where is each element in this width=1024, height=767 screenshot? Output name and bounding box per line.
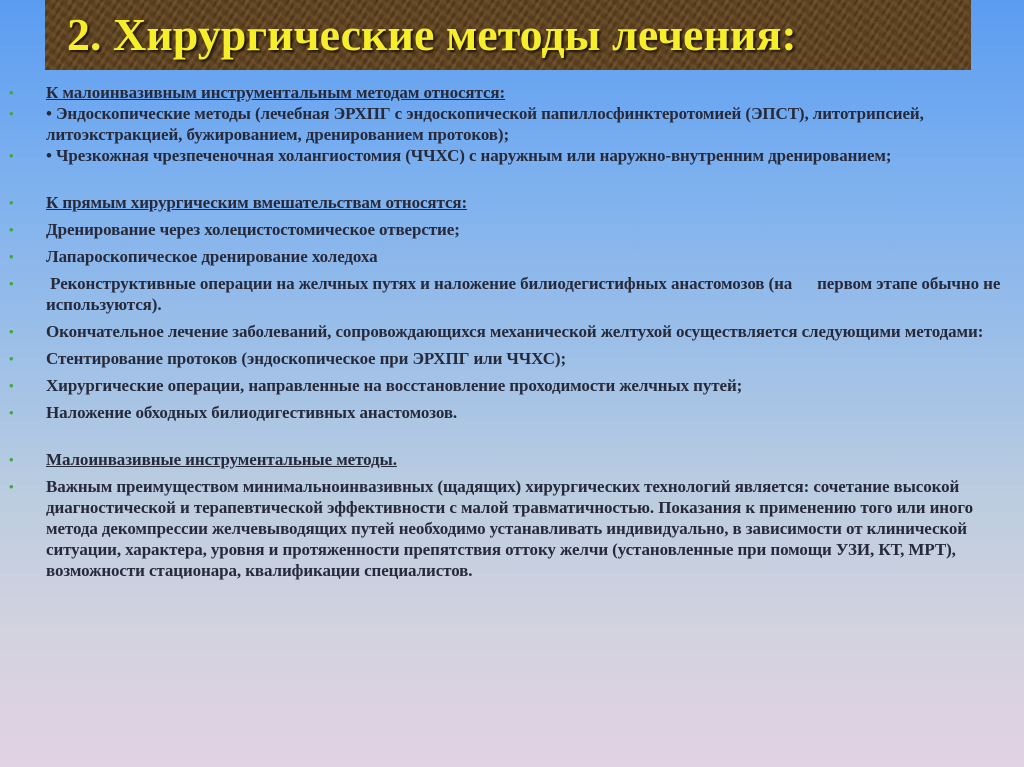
- bullet-icon: •: [9, 249, 14, 264]
- bullet-icon: •: [9, 195, 14, 210]
- list-item-final-treatment: [9, 321, 1014, 342]
- slide-title: 2. Хирургические методы лечения:: [67, 9, 797, 60]
- list-item-surgical-operations: [9, 375, 1014, 396]
- list-item-bypass-anastomoses: [9, 402, 1014, 423]
- title-bar: [45, 0, 971, 70]
- bullet-icon: •: [9, 324, 14, 339]
- bullet-icon: •: [9, 222, 14, 237]
- list-item-intro-direct-surgery: [9, 192, 1014, 213]
- subheading-direct-surgery: К прямым хирургическим вмешательствам относятся:: [46, 193, 468, 212]
- list-item-stenting: [9, 348, 1014, 369]
- bullet-icon: •: [9, 452, 14, 467]
- bullet-icon: •: [9, 276, 14, 291]
- item-text: Реконструктивные операции на желчных путях и наложение билиодегистифных анастомозов (на первом этапе обычно не используются).: [46, 274, 1005, 314]
- item-text: Хирургические операции, направленные на восстановление проходимости желчных путей;: [46, 376, 743, 395]
- list-item-intro-minimally-invasive: [9, 82, 1014, 103]
- bullet-icon: •: [9, 85, 14, 100]
- item-text: Наложение обходных билиодигестивных анастомозов.: [46, 403, 458, 422]
- list-item-advantages-paragraph: [9, 476, 1014, 581]
- item-text: Важным преимуществом минимальноинвазивных (щадящих) хирургических технологий является: сочетание высокой диагностической и терапевтической эффективности с малой травматичностью. Показания к применению того или иного метода декомпрессии желчевыводящих путей необходимо устанавливать индивидуально, в зависимости от клинической ситуации, характера, уровня и протяженности препятствия оттоку желчи (установленные при помощи УЗИ, КТ, МРТ), возможности стационара, квалификации специалистов.: [46, 477, 973, 580]
- list-item-laparoscopic: [9, 246, 1014, 267]
- item-text: • Эндоскопические методы (лечебная ЭРХПГ с эндоскопической папиллосфинктеротомией (ЭПСТ), литотрипсией, литоэкстракцией, бужированием, дренированием протоков);: [46, 104, 924, 144]
- item-text: Окончательное лечение заболеваний, сопровождающихся механической желтухой осуществляется следующими методами:: [46, 322, 984, 341]
- bullet-icon: •: [9, 479, 14, 494]
- bullet-icon: •: [9, 378, 14, 393]
- subheading-minimally-invasive: К малоинвазивным инструментальным методам относятся:: [46, 83, 506, 102]
- list-item-cholecystostomy: [9, 219, 1014, 240]
- list-item-minimally-invasive-heading: [9, 449, 1014, 470]
- item-text: Дренирование через холецистостомическое отверстие;: [46, 220, 460, 239]
- bullet-icon: •: [9, 405, 14, 420]
- bullet-icon: •: [9, 148, 14, 163]
- item-text: Лапароскопическое дренирование холедоха: [46, 247, 378, 266]
- slide-content: [9, 82, 1014, 581]
- list-item-pchs: [9, 145, 1014, 166]
- item-text: Стентирование протоков (эндоскопическое при ЭРХПГ или ЧЧХС);: [46, 349, 567, 368]
- list-item-endoscopic: [9, 103, 1014, 145]
- spacer: [9, 423, 1014, 449]
- item-text: • Чрезкожная чрезпеченочная холангиостомия (ЧЧХС) с наружным или наружно-внутренним дренированием;: [46, 146, 892, 165]
- bullet-icon: •: [9, 351, 14, 366]
- list-item-reconstructive: [9, 273, 1014, 315]
- spacer: [9, 166, 1014, 192]
- bullet-icon: •: [9, 106, 14, 121]
- subheading-minimally-invasive-methods: Малоинвазивные инструментальные методы.: [46, 450, 397, 469]
